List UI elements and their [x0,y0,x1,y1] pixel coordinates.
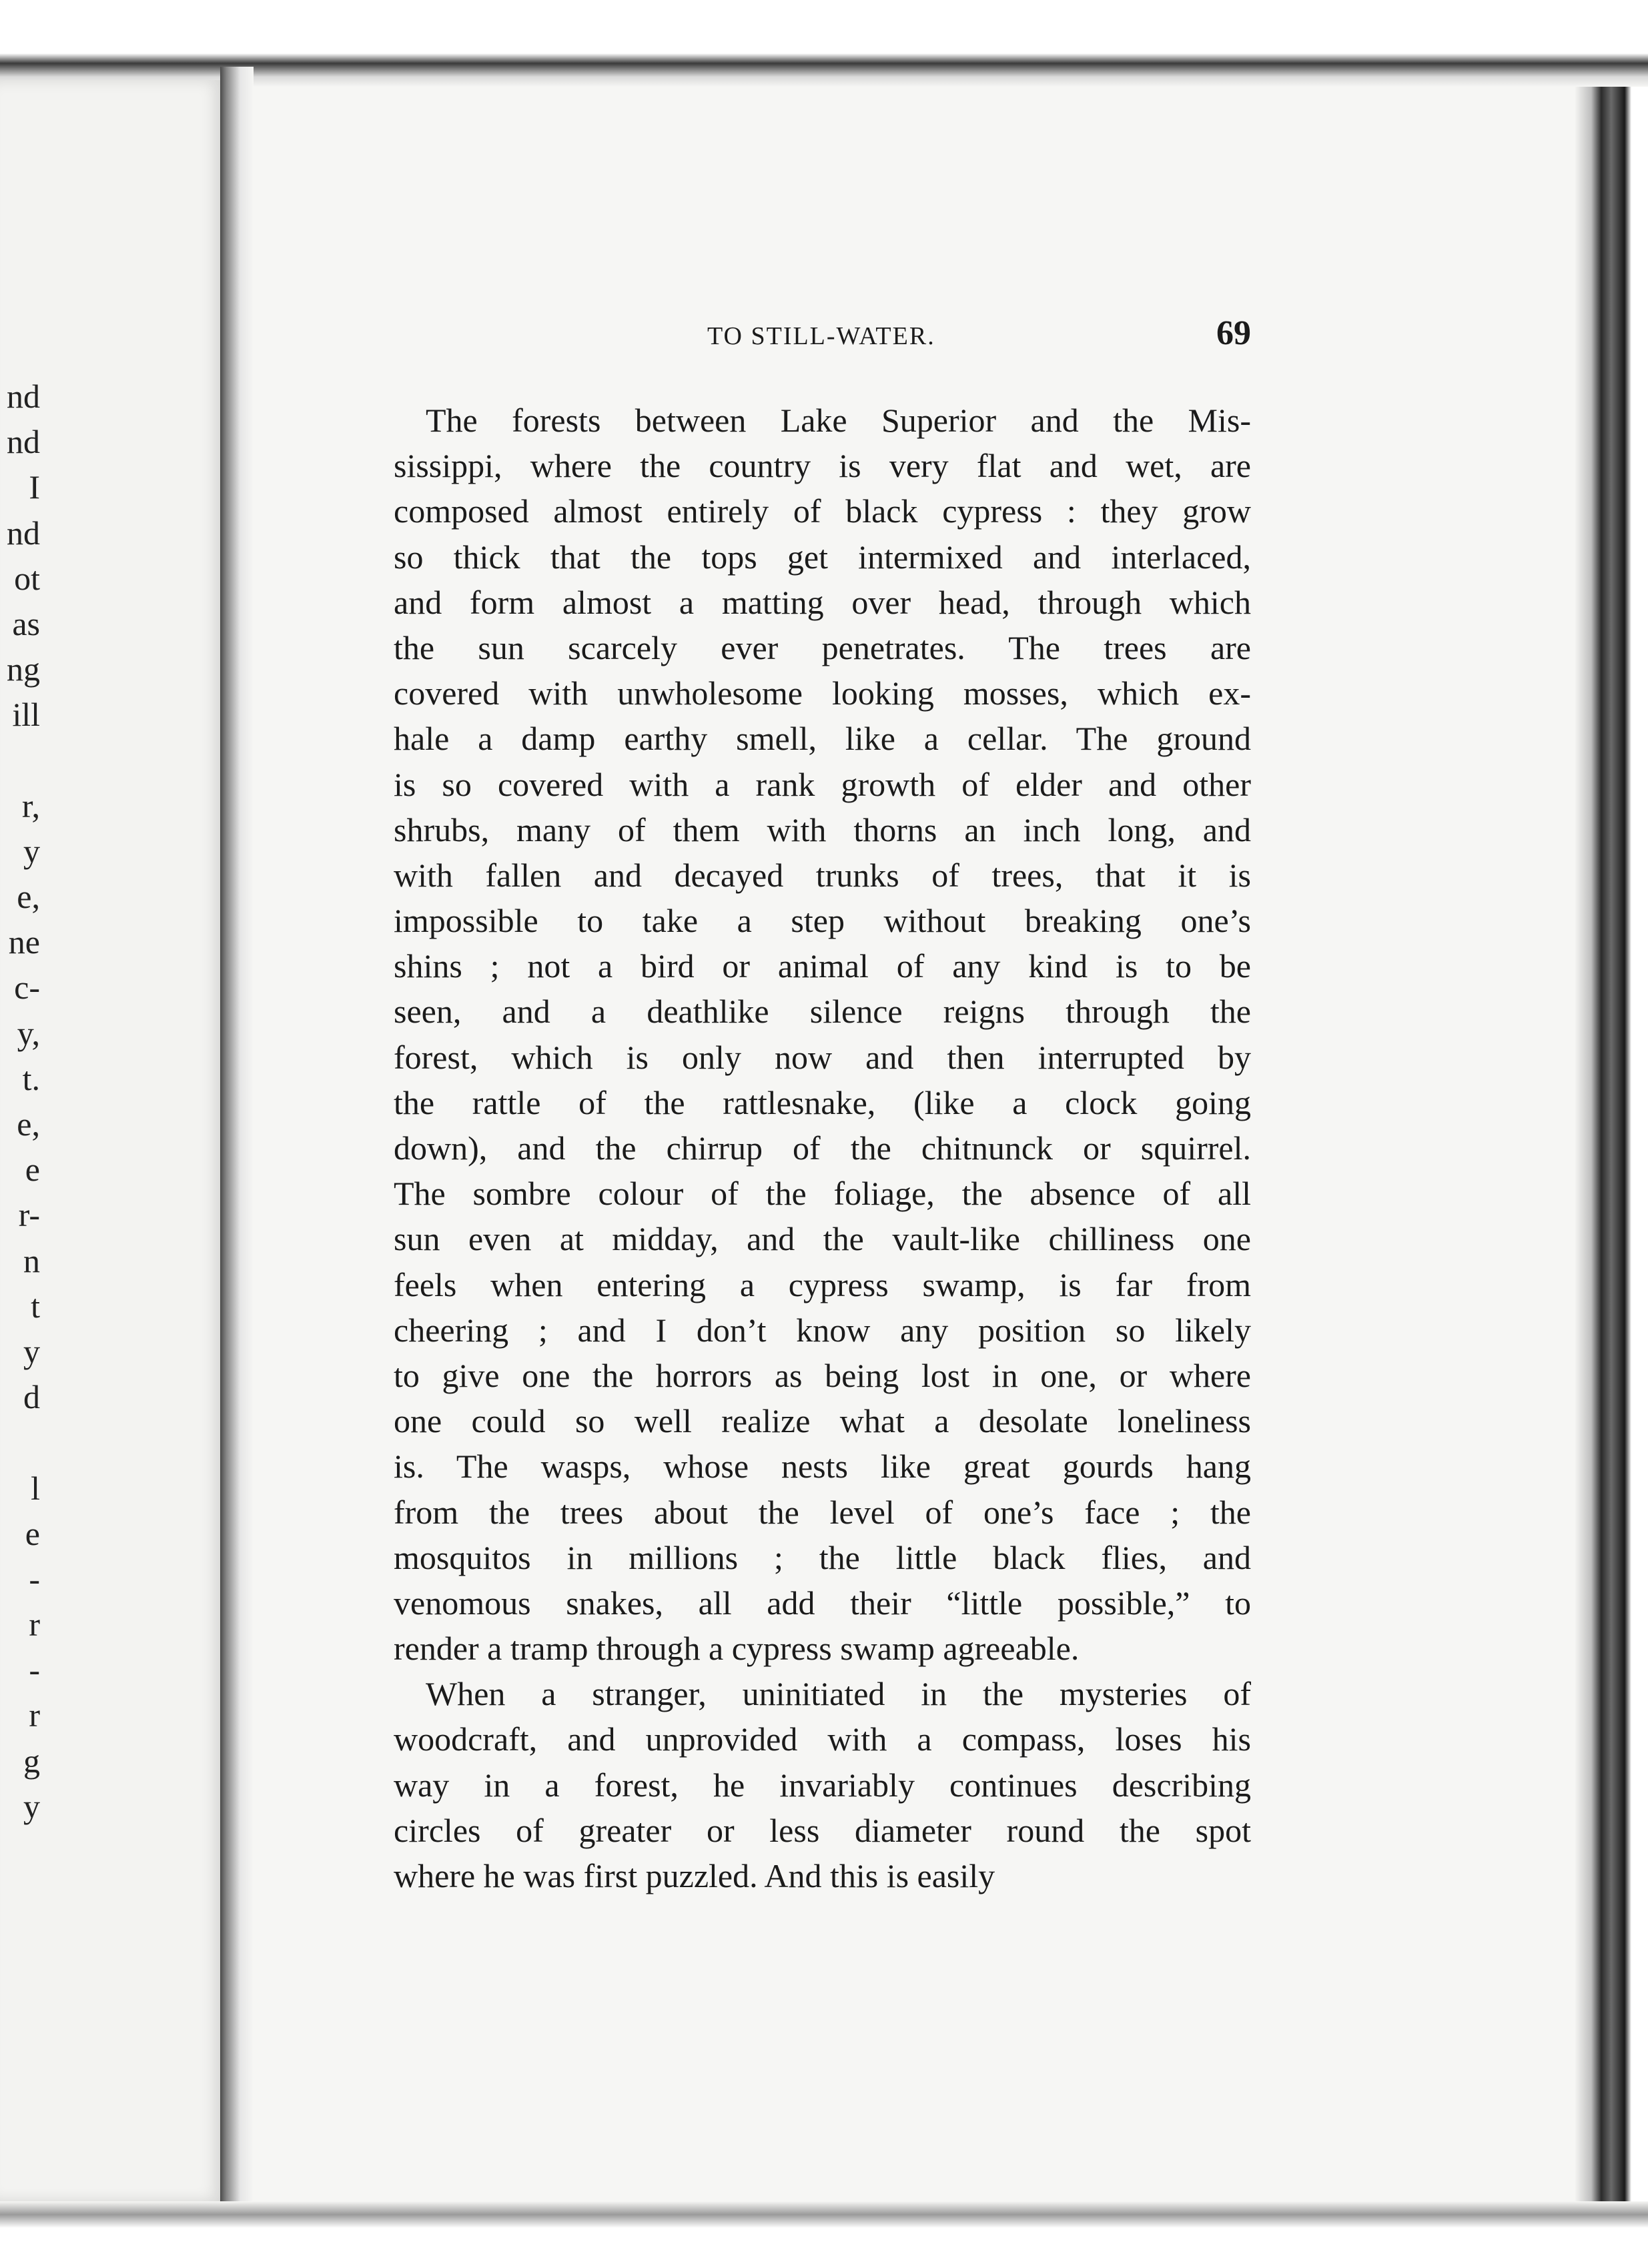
text-line: woodcraft, and unprovided with a compass, loses his [394,1720,1251,1758]
text-line: to give one the horrors as being lost in one, or where [394,1356,1251,1394]
facing-page-fragment: c- [14,969,40,1007]
facing-page-fragment: r [29,1606,40,1644]
text-line: mosquitos in millions ; the little black flies, and [394,1538,1251,1576]
facing-page-fragment: e, [17,1105,40,1143]
facing-page-fragment: y [23,1332,40,1370]
paragraph [394,398,1251,1671]
text-line: forest, which is only now and then interrupted by [394,1038,1251,1076]
text-line: one could so well realize what a desolate loneliness [394,1402,1251,1440]
text-line: covered with unwholesome looking mosses, which ex- [394,674,1251,712]
text-line: hale a damp earthy smell, like a cellar. The ground [394,720,1251,758]
facing-page-fragment: r- [18,1196,40,1234]
text-line: from the trees about the level of one’s face ; the [394,1493,1251,1531]
facing-page-fragment: g [23,1742,40,1780]
text-line: where he was first puzzled. And this is easily [394,1857,995,1894]
text-line: seen, and a deathlike silence reigns through the [394,993,1251,1031]
facing-page-fragment: nd [7,514,40,552]
facing-page-fragment: r, [21,786,40,824]
text-line: render a tramp through a cypress swamp agreeable. [394,1630,1080,1668]
text-line: sissippi, where the country is very flat and wet, are [394,447,1251,485]
text-line: the sun scarcely ever penetrates. The trees are [394,628,1251,666]
facing-page-fragment: y, [17,1014,40,1052]
paragraph [394,1671,1251,1898]
text-line: cheering ; and I don’t know any position so likely [394,1311,1251,1349]
facing-page-fragment: ot [14,559,40,597]
running-head [394,314,1251,367]
facing-page-fragment: nd [7,423,40,461]
text-line: shins ; not a bird or animal of any kind is to be [394,947,1251,985]
text-line: sun even at midday, and the vault-like chilliness one [394,1220,1251,1258]
facing-page-fragment: ill [12,696,40,734]
text-line: with fallen and decayed trunks of trees, that it is [394,856,1251,894]
text-line: The sombre colour of the foliage, the absence of all [394,1175,1251,1213]
facing-page-fragment: t. [22,1059,40,1097]
text-line: is. The wasps, whose nests like great gourds hang [394,1448,1251,1486]
facing-page-text-fragments [0,374,40,1829]
text-line: down), and the chirrup of the chitnunck or squirrel. [394,1129,1251,1167]
text-line: When a stranger, uninitiated in the mysteries of [426,1675,1251,1713]
facing-page-fragment [0,1420,40,1465]
facing-page-fragment: e, [17,878,40,916]
facing-page-fragment: r [29,1696,40,1734]
facing-page-fragment: ne [8,923,40,961]
facing-page-fragment: nd [7,378,40,415]
text-line: venomous snakes, all add their “little possible,” to [394,1584,1251,1622]
facing-page-fragment: d [23,1378,40,1416]
running-head-title: TO STILL-WATER. [707,322,935,350]
facing-page-fragment [0,738,40,783]
facing-page-fragment: y [23,832,40,870]
facing-page-fragment: ng [7,650,40,688]
page-number: 69 [1216,314,1251,352]
facing-page-fragment: - [29,1651,40,1689]
facing-page-fragment: as [12,604,40,642]
text-line: The forests between Lake Superior and the Mis- [426,402,1251,439]
facing-page-fragment: n [23,1241,40,1279]
facing-page-fragment: I [29,468,40,506]
body-text [394,398,1251,1898]
book-gutter [220,67,254,2201]
scan-bottom-edge [0,2201,1648,2268]
text-line: circles of greater or less diameter round the spot [394,1811,1251,1849]
text-line: impossible to take a step without breaking one’s [394,902,1251,940]
text-line: way in a forest, he invariably continues describing [394,1766,1251,1804]
text-line: the rattle of the rattlesnake, (like a clock going [394,1083,1251,1121]
facing-page-fragment: - [29,1560,40,1598]
page-right-edge [1575,87,1648,2221]
text-line: and form almost a matting over head, through which [394,583,1251,621]
text-line: so thick that the tops get intermixed and interlaced, [394,538,1251,576]
text-line: composed almost entirely of black cypress : they grow [394,492,1251,530]
text-line: feels when entering a cypress swamp, is far from [394,1265,1251,1303]
facing-page-fragment: y [23,1787,40,1825]
facing-page-fragment: t [31,1287,40,1325]
text-line: is so covered with a rank growth of elder and other [394,765,1251,803]
facing-page-fragment: e [25,1514,40,1552]
facing-page-fragment: l [31,1469,40,1507]
facing-page-fragment: e [25,1151,40,1189]
text-line: shrubs, many of them with thorns an inch long, and [394,810,1251,848]
book-page [394,314,1251,1898]
